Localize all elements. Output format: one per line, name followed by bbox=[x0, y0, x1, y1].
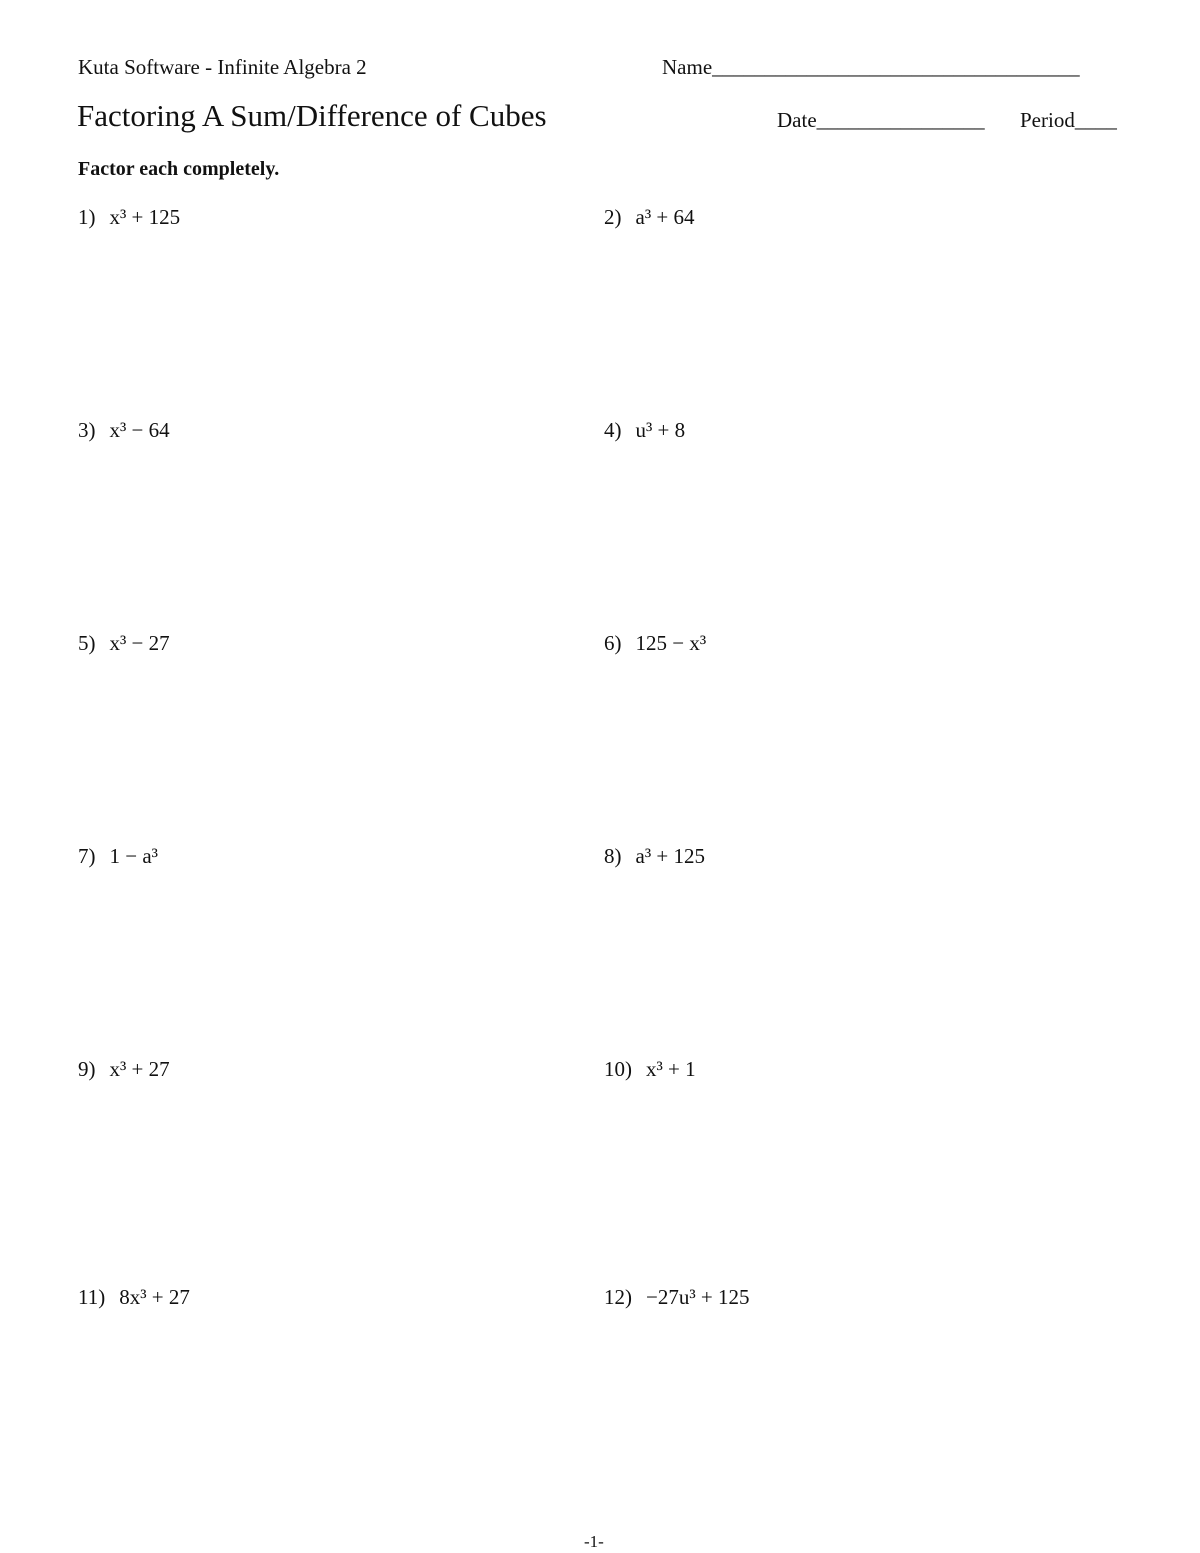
problem-number: 10) bbox=[604, 1057, 632, 1081]
problem-expression: 125 − x³ bbox=[635, 631, 707, 655]
problem-number: 6) bbox=[604, 631, 622, 655]
problem-4 bbox=[604, 418, 685, 443]
problem-9 bbox=[78, 1057, 170, 1082]
publisher-line: Kuta Software - Infinite Algebra 2 bbox=[78, 55, 367, 79]
problem-2 bbox=[604, 205, 694, 230]
worksheet-title: Factoring A Sum/Difference of Cubes bbox=[77, 98, 547, 133]
instructions: Factor each completely. bbox=[78, 158, 280, 180]
problem-expression: u³ + 8 bbox=[635, 418, 686, 442]
problem-1 bbox=[78, 205, 180, 230]
problem-number: 9) bbox=[78, 1057, 96, 1081]
problem-11 bbox=[78, 1285, 190, 1310]
problem-10 bbox=[604, 1057, 696, 1082]
problem-number: 5) bbox=[78, 631, 96, 655]
problem-expression: 8x³ + 27 bbox=[119, 1285, 190, 1309]
problem-8 bbox=[604, 844, 705, 869]
problem-6 bbox=[604, 631, 706, 656]
problem-expression: −27u³ + 125 bbox=[646, 1285, 750, 1309]
problem-number: 12) bbox=[604, 1285, 632, 1309]
page-number: -1- bbox=[584, 1532, 604, 1551]
problem-number: 11) bbox=[78, 1285, 106, 1309]
date-field: Date________________ bbox=[777, 108, 985, 132]
problem-number: 3) bbox=[78, 418, 96, 442]
problem-number: 2) bbox=[604, 205, 622, 229]
problem-expression: 1 − a³ bbox=[109, 844, 158, 868]
problem-expression: x³ − 64 bbox=[109, 418, 170, 442]
problem-7 bbox=[78, 844, 158, 869]
problem-expression: x³ + 27 bbox=[109, 1057, 170, 1081]
problem-number: 1) bbox=[78, 205, 96, 229]
problem-12 bbox=[604, 1285, 749, 1310]
problem-expression: a³ + 64 bbox=[635, 205, 695, 229]
problem-number: 8) bbox=[604, 844, 622, 868]
problem-number: 4) bbox=[604, 418, 622, 442]
problem-expression: x³ + 125 bbox=[109, 205, 181, 229]
period-field: Period____ bbox=[1020, 108, 1117, 132]
problem-3 bbox=[78, 418, 170, 443]
name-field: Name___________________________________ bbox=[662, 55, 1080, 79]
problem-expression: x³ − 27 bbox=[109, 631, 170, 655]
problem-expression: x³ + 1 bbox=[646, 1057, 696, 1081]
problem-number: 7) bbox=[78, 844, 96, 868]
problem-expression: a³ + 125 bbox=[635, 844, 705, 868]
problem-5 bbox=[78, 631, 170, 656]
